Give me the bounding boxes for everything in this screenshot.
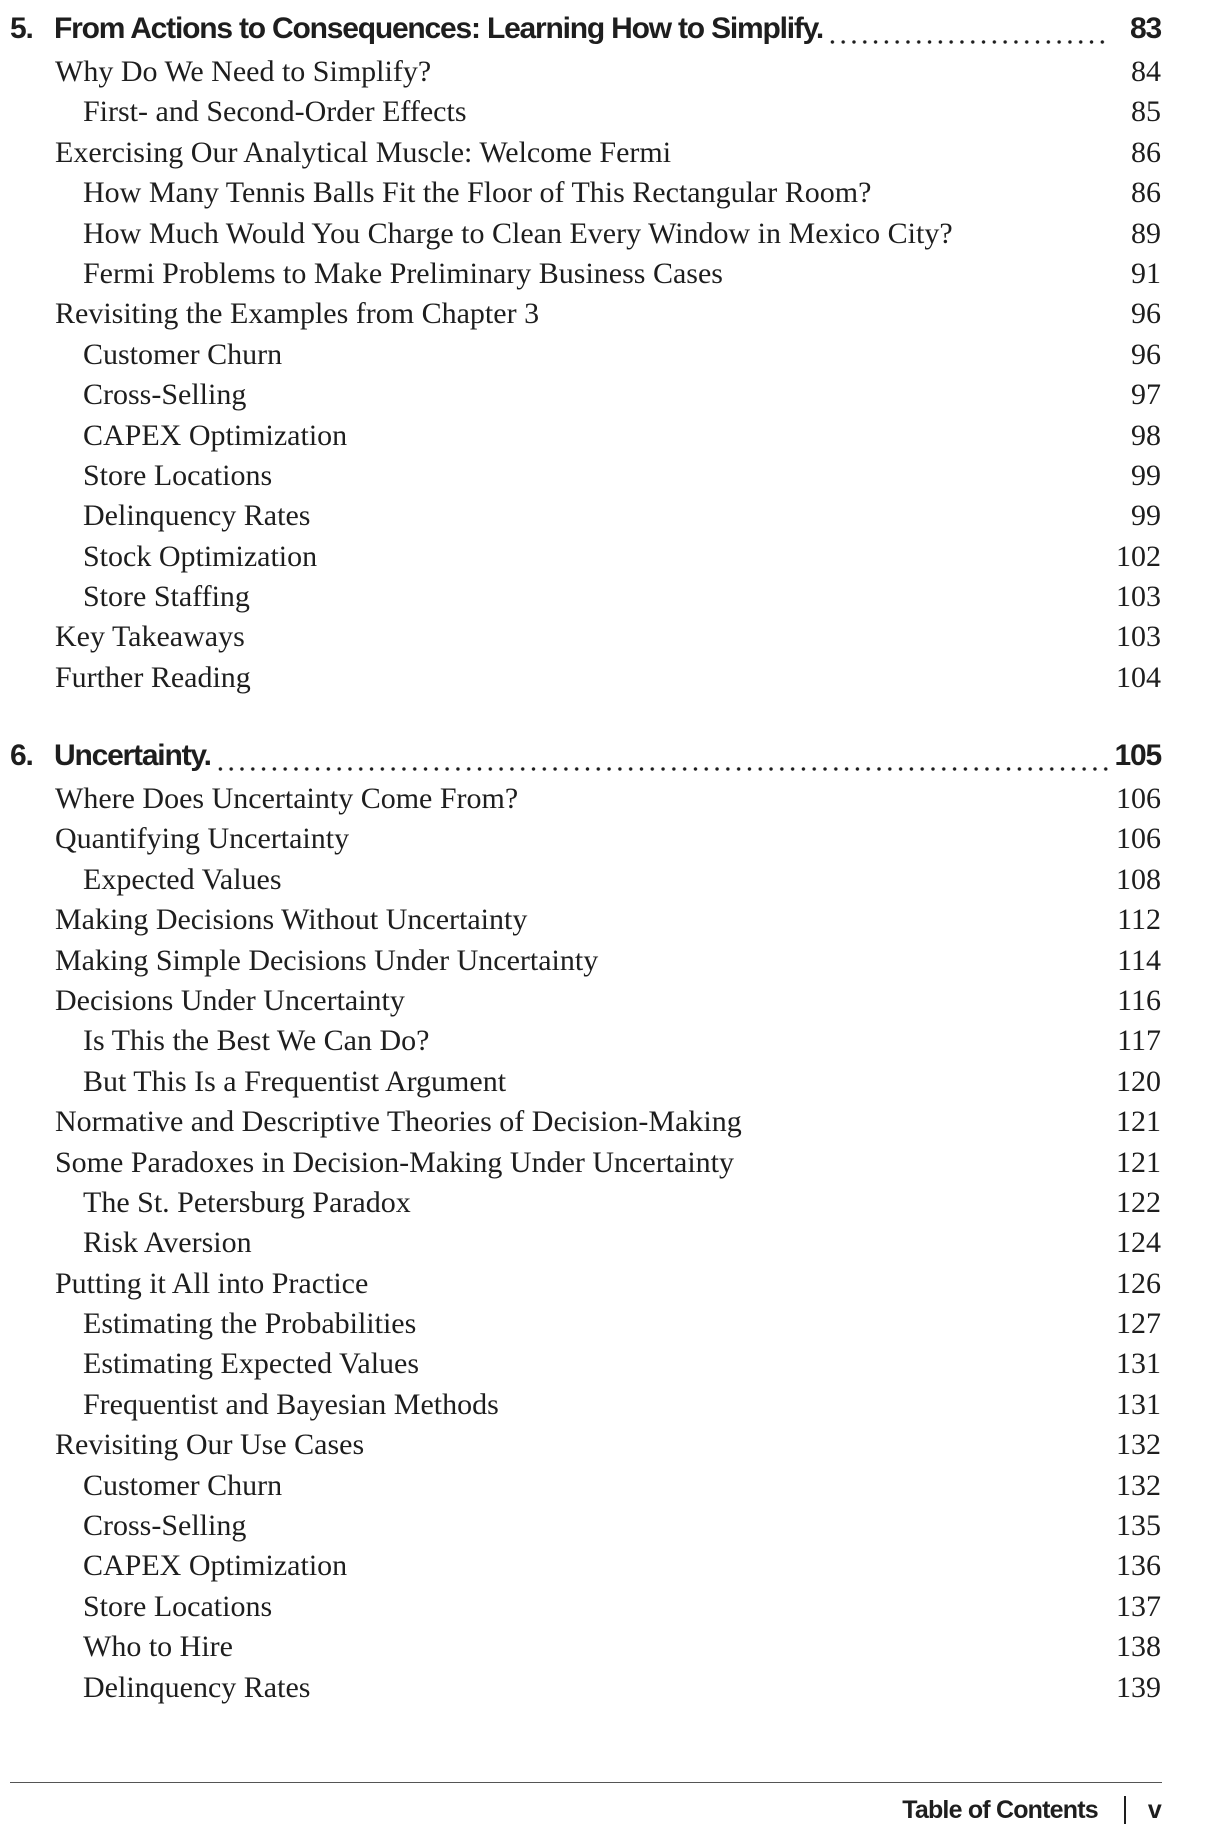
toc-entry-page: 117 [1117, 1024, 1161, 1058]
toc-entry-page: 86 [1131, 135, 1161, 169]
toc-entry-page: 112 [1117, 903, 1161, 937]
toc-entry-title: The St. Petersburg Paradox [83, 1185, 411, 1219]
toc-entry-page: 138 [1116, 1630, 1161, 1664]
toc-entry[interactable] [0, 617, 1216, 657]
footer-separator [1124, 1796, 1126, 1824]
toc-entry-page: 104 [1116, 660, 1161, 694]
toc-entry[interactable] [0, 860, 1216, 900]
toc-entry-title: Revisiting Our Use Cases [55, 1428, 365, 1462]
toc-entry-page: 136 [1116, 1549, 1161, 1583]
chapter-entries [0, 52, 1216, 698]
toc-entry[interactable] [0, 1668, 1216, 1708]
toc-entry[interactable] [0, 254, 1216, 294]
dot-leader [215, 733, 1111, 779]
toc-entry-title: Making Simple Decisions Under Uncertainty [55, 943, 599, 977]
toc-entry-title: CAPEX Optimization [83, 1549, 348, 1583]
chapter-title: From Actions to Consequences: Learning How to Simplify. [54, 12, 824, 45]
chapter-5-section [0, 6, 1216, 698]
toc-entry[interactable] [0, 375, 1216, 415]
toc-entry[interactable] [0, 819, 1216, 859]
page-footer [902, 1790, 1161, 1830]
toc-entry-page: 96 [1131, 297, 1161, 331]
toc-entry[interactable] [0, 496, 1216, 536]
toc-entry[interactable] [0, 658, 1216, 698]
toc-entry[interactable] [0, 1143, 1216, 1183]
toc-entry[interactable] [0, 1304, 1216, 1344]
toc-entry-title: Frequentist and Bayesian Methods [83, 1387, 499, 1421]
toc-entry[interactable] [0, 1587, 1216, 1627]
chapter-title-row [54, 6, 1111, 52]
toc-entry-page: 126 [1116, 1266, 1161, 1300]
toc-entry-title: Estimating Expected Values [83, 1347, 420, 1381]
toc-entry-title: Normative and Descriptive Theories of Decision-Making [55, 1105, 742, 1139]
toc-entry[interactable] [0, 1344, 1216, 1384]
toc-entry[interactable] [0, 1385, 1216, 1425]
toc-entry[interactable] [0, 1021, 1216, 1061]
chapter-page-number: 105 [1114, 739, 1161, 772]
toc-entry-page: 124 [1116, 1226, 1161, 1260]
toc-entry-page: 132 [1116, 1468, 1161, 1502]
toc-entry[interactable] [0, 941, 1216, 981]
toc-entry-title: Who to Hire [83, 1630, 233, 1664]
toc-entry[interactable] [0, 981, 1216, 1021]
toc-entry[interactable] [0, 1627, 1216, 1667]
toc-entry-title: But This Is a Frequentist Argument [83, 1064, 507, 1098]
toc-entry-page: 89 [1131, 216, 1161, 250]
toc-entry-page: 116 [1117, 983, 1161, 1017]
toc-entry-page: 98 [1131, 418, 1161, 452]
toc-entry-title: CAPEX Optimization [83, 418, 348, 452]
chapter-heading[interactable] [0, 733, 1216, 779]
chapter-page-number: 83 [1130, 12, 1161, 45]
toc-entry-title: Some Paradoxes in Decision-Making Under Uncertainty [55, 1145, 734, 1179]
dot-leader [827, 6, 1111, 52]
toc-entry-page: 127 [1116, 1307, 1161, 1341]
toc-entry-title: Further Reading [55, 660, 251, 694]
chapter-entries [0, 779, 1216, 1708]
toc-entry-page: 121 [1116, 1105, 1161, 1139]
toc-entry-title: Key Takeaways [55, 620, 245, 654]
toc-entry-page: 108 [1116, 862, 1161, 896]
toc-entry-title: Delinquency Rates [83, 1670, 311, 1704]
chapter-number: 5. [10, 12, 33, 45]
toc-entry-page: 96 [1131, 337, 1161, 371]
toc-entry-title: Risk Aversion [83, 1226, 252, 1260]
toc-entry[interactable] [0, 1466, 1216, 1506]
toc-entry-page: 106 [1116, 822, 1161, 856]
toc-entry[interactable] [0, 294, 1216, 334]
toc-entry-title: Revisiting the Examples from Chapter 3 [55, 297, 540, 331]
toc-entry-title: Is This the Best We Can Do? [83, 1024, 430, 1058]
toc-entry-title: Expected Values [83, 862, 282, 896]
chapter-title: Uncertainty. [54, 739, 211, 772]
toc-entry[interactable] [0, 456, 1216, 496]
toc-entry-page: 99 [1131, 499, 1161, 533]
toc-entry-title: Store Staffing [83, 580, 250, 614]
toc-entry-page: 135 [1116, 1509, 1161, 1543]
toc-entry-title: Decisions Under Uncertainty [55, 983, 405, 1017]
chapter-title-row [54, 733, 1111, 779]
toc-entry-title: Cross-Selling [83, 1509, 247, 1543]
toc-entry[interactable] [0, 335, 1216, 375]
toc-entry[interactable] [0, 577, 1216, 617]
toc-entry-title: First- and Second-Order Effects [83, 95, 467, 129]
toc-entry[interactable] [0, 779, 1216, 819]
toc-entry[interactable] [0, 1264, 1216, 1304]
toc-entry-page: 120 [1116, 1064, 1161, 1098]
toc-entry-page: 103 [1116, 620, 1161, 654]
toc-entry-page: 99 [1131, 458, 1161, 492]
footer-page-number: v [1147, 1795, 1161, 1824]
toc-entry-page: 131 [1116, 1347, 1161, 1381]
toc-entry-page: 102 [1116, 539, 1161, 573]
toc-entry-title: Why Do We Need to Simplify? [55, 55, 432, 88]
toc-entry-page: 85 [1131, 95, 1161, 129]
toc-entry-title: Customer Churn [83, 1468, 283, 1502]
toc-entry[interactable] [0, 1102, 1216, 1142]
toc-entry[interactable] [0, 1506, 1216, 1546]
toc-entry-page: 91 [1131, 256, 1161, 290]
toc-entry-title: How Many Tennis Balls Fit the Floor of This Rectangular Room? [83, 176, 872, 210]
footer-divider [10, 1782, 1162, 1783]
toc-entry[interactable] [0, 1062, 1216, 1102]
toc-entry[interactable] [0, 1183, 1216, 1223]
footer-section-title: Table of Contents [902, 1795, 1098, 1824]
chapter-heading[interactable] [0, 6, 1216, 52]
toc-entry-page: 137 [1116, 1589, 1161, 1623]
toc-entry-title: Cross-Selling [83, 378, 247, 412]
toc-entry-title: Exercising Our Analytical Muscle: Welcome Fermi [55, 135, 672, 169]
toc-entry[interactable] [0, 416, 1216, 456]
toc-entry-page: 97 [1131, 378, 1161, 412]
toc-entry-page: 139 [1116, 1670, 1161, 1704]
toc-entry-title: How Much Would You Charge to Clean Every Window in Mexico City? [83, 216, 953, 250]
toc-entry-page: 84 [1131, 55, 1161, 88]
toc-entry[interactable] [0, 1425, 1216, 1465]
chapter-6-section [0, 733, 1216, 1708]
toc-entry[interactable] [0, 900, 1216, 940]
toc-entry-page: 114 [1117, 943, 1161, 977]
toc-entry-title: Where Does Uncertainty Come From? [55, 782, 519, 815]
toc-entry[interactable] [0, 214, 1216, 254]
toc-entry-title: Putting it All into Practice [55, 1266, 369, 1300]
toc-entry[interactable] [0, 1223, 1216, 1263]
toc-entry-title: Fermi Problems to Make Preliminary Business Cases [83, 256, 723, 290]
toc-entry-title: Store Locations [83, 1589, 273, 1623]
toc-entry[interactable] [0, 173, 1216, 213]
toc-entry-title: Quantifying Uncertainty [55, 822, 350, 856]
toc-entry-title: Stock Optimization [83, 539, 318, 573]
toc-entry-page: 86 [1131, 176, 1161, 210]
toc-entry-title: Delinquency Rates [83, 499, 311, 533]
toc-entry-page: 121 [1116, 1145, 1161, 1179]
toc-entry[interactable] [0, 52, 1216, 92]
toc-entry-page: 106 [1116, 782, 1161, 815]
toc-entry-title: Making Decisions Without Uncertainty [55, 903, 528, 937]
toc-entry-page: 132 [1116, 1428, 1161, 1462]
toc-entry-page: 103 [1116, 580, 1161, 614]
chapter-number: 6. [10, 739, 33, 772]
toc-entry[interactable] [0, 92, 1216, 132]
toc-entry-title: Store Locations [83, 458, 273, 492]
toc-entry-page: 131 [1116, 1387, 1161, 1421]
toc-entry-page: 122 [1116, 1185, 1161, 1219]
toc-entry-title: Estimating the Probabilities [83, 1307, 417, 1341]
toc-entry[interactable] [0, 133, 1216, 173]
toc-entry[interactable] [0, 1546, 1216, 1586]
toc-entry-title: Customer Churn [83, 337, 283, 371]
toc-entry[interactable] [0, 537, 1216, 577]
